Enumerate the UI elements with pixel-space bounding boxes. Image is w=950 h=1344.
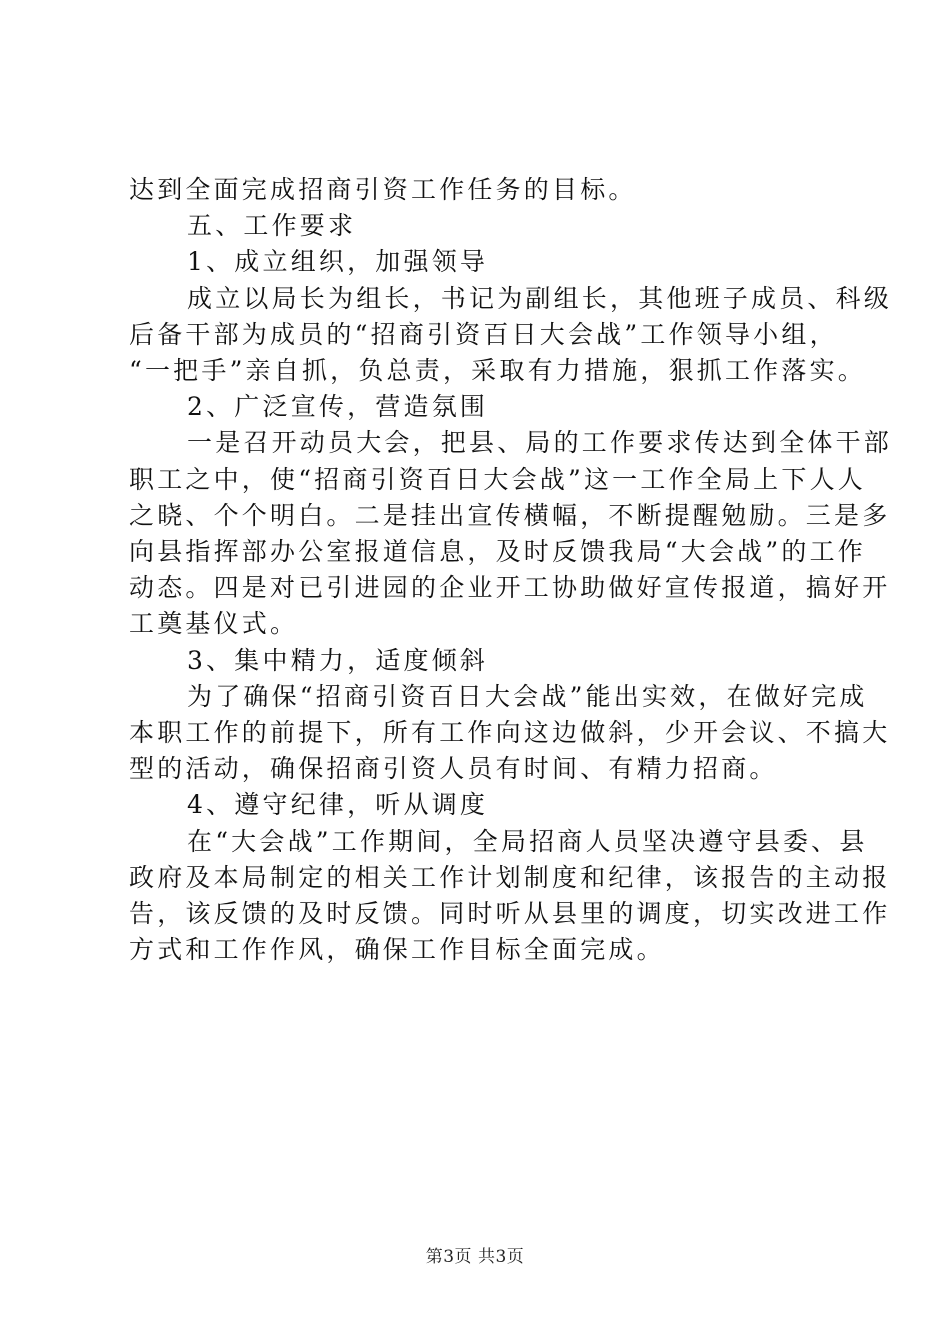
body-line: 告，该反馈的及时反馈。同时听从县里的调度，切实改进工作 <box>129 899 891 929</box>
body-line: 后备干部为成员的“招商引资百日大会战”工作领导小组， <box>129 319 838 349</box>
body-line: 一是召开动员大会，把县、局的工作要求传达到全体干部 <box>187 428 893 458</box>
subsection-heading: 1、成立组织，加强领导 <box>187 247 489 277</box>
body-line: 本职工作的前提下，所有工作向这边做斜，少开会议、不搞大 <box>129 718 891 748</box>
section-heading: 五、工作要求 <box>187 211 357 241</box>
subsection-heading: 2、广泛宣传，营造氛围 <box>187 392 489 422</box>
body-line: 工奠基仪式。 <box>129 609 299 639</box>
body-line: 动态。四是对已引进园的企业开工协助做好宣传报道，搞好开 <box>129 573 891 603</box>
body-line: 方式和工作作风，确保工作目标全面完成。 <box>129 935 665 965</box>
body-line: 成立以局长为组长，书记为副组长，其他班子成员、科级 <box>187 283 893 313</box>
body-line: 型的活动，确保招商引资人员有时间、有精力招商。 <box>129 754 778 784</box>
body-line: 之晓、个个明白。二是挂出宣传横幅，不断提醒勉励。三是多 <box>129 500 891 530</box>
subsection-heading: 4、遵守纪律，听从调度 <box>187 790 489 820</box>
page-number-footer: 第3页 共3页 <box>425 1247 525 1267</box>
body-line: 在“大会战”工作期间，全局招商人员坚决遵守县委、县 <box>187 826 868 856</box>
document-body <box>129 172 893 968</box>
body-line: 为了确保“招商引资百日大会战”能出实效，在做好完成 <box>187 681 868 711</box>
subsection-heading: 3、集中精力，适度倾斜 <box>187 645 489 675</box>
body-line: 职工之中，使“招商引资百日大会战”这一工作全局上下人人 <box>129 464 866 494</box>
body-line: “一把手”亲自抓，负总责，采取有力措施，狠抓工作落实。 <box>129 356 866 386</box>
body-line: 达到全面完成招商引资工作任务的目标。 <box>129 175 637 204</box>
body-line: 向县指挥部办公室报道信息，及时反馈我局“大会战”的工作 <box>129 537 866 567</box>
body-line: 政府及本局制定的相关工作计划制度和纪律，该报告的主动报 <box>129 862 891 892</box>
